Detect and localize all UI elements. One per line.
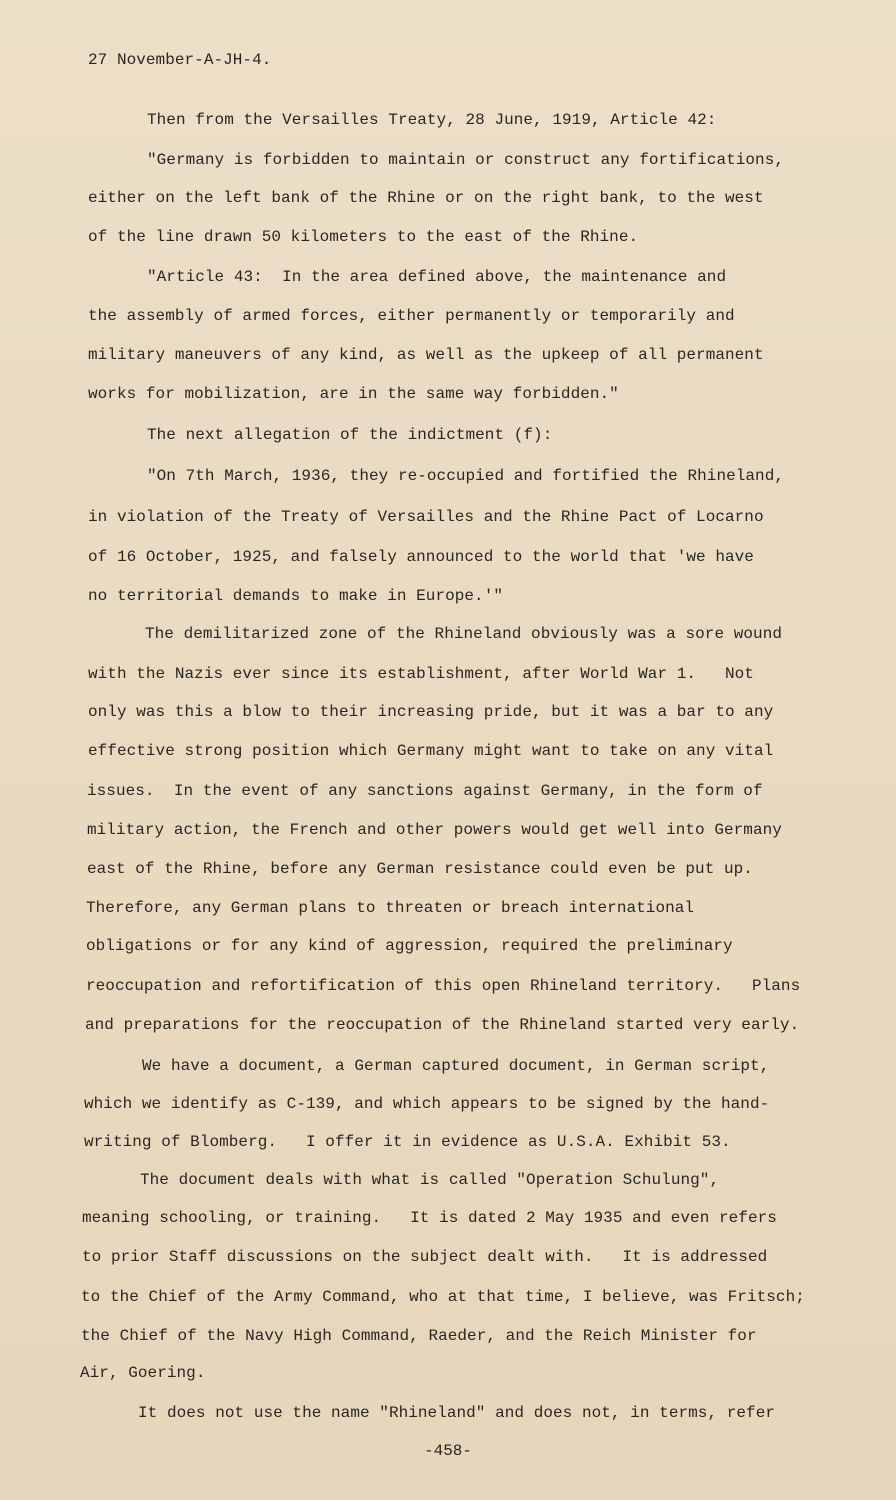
text-line: "Germany is forbidden to maintain or construct any fortifications, [147, 151, 785, 169]
text-line: obligations or for any kind of aggression, required the preliminary [86, 937, 733, 955]
page-number: -458- [423, 1442, 472, 1460]
text-line: The demilitarized zone of the Rhineland obviously was a sore wound [145, 625, 783, 643]
text-line: effective strong position which Germany might want to take on any vital [88, 742, 774, 760]
text-line: of the line drawn 50 kilometers to the east of the Rhine. [88, 228, 639, 246]
text-line: to prior Staff discussions on the subject dealt with. It is addressed [82, 1248, 768, 1266]
text-line: It does not use the name "Rhineland" and does not, in terms, refer [138, 1404, 776, 1422]
text-line: works for mobilization, are in the same way forbidden." [88, 385, 619, 403]
text-line: the Chief of the Navy High Command, Raeder, and the Reich Minister for [81, 1327, 757, 1345]
text-line: "Article 43: In the area defined above, the maintenance and [147, 268, 727, 286]
text-line: and preparations for the reoccupation of the Rhineland started very early. [85, 1016, 800, 1034]
text-line: Air, Goering. [80, 1364, 206, 1382]
text-line: which we identify as C-139, and which appears to be signed by the hand- [84, 1095, 770, 1113]
text-line: writing of Blomberg. I offer it in evidence as U.S.A. Exhibit 53. [84, 1133, 731, 1151]
text-line: Then from the Versailles Treaty, 28 June, 1919, Article 42: [147, 111, 717, 129]
text-line: either on the left bank of the Rhine or on the right bank, to the west [88, 189, 764, 207]
text-line: The next allegation of the indictment (f): [147, 426, 553, 444]
text-line: Therefore, any German plans to threaten or breach international [86, 899, 695, 917]
text-line: reoccupation and refortification of this open Rhineland territory. Plans [86, 977, 801, 995]
text-line: only was this a blow to their increasing pride, but it was a bar to any [88, 703, 774, 721]
text-line: with the Nazis ever since its establishment, after World War 1. Not [88, 665, 754, 683]
text-line: meaning schooling, or training. It is dated 2 May 1935 and even refers [82, 1209, 777, 1227]
text-line: We have a document, a German captured document, in German script, [142, 1057, 770, 1075]
text-line: to the Chief of the Army Command, who at that time, I believe, was Fritsch; [81, 1288, 805, 1306]
text-line: the assembly of armed forces, either permanently or temporarily and [88, 307, 735, 325]
text-line: issues. In the event of any sanctions against Germany, in the form of [87, 782, 763, 800]
text-line: east of the Rhine, before any German resistance could even be put up. [87, 860, 753, 878]
text-line: The document deals with what is called "Operation Schulung", [140, 1171, 720, 1189]
text-line: no territorial demands to make in Europe.'" [88, 587, 504, 605]
text-line: "On 7th March, 1936, they re-occupied and fortified the Rhineland, [147, 467, 785, 485]
text-line: of 16 October, 1925, and falsely announced to the world that 'we have [88, 548, 754, 566]
text-line: in violation of the Treaty of Versailles and the Rhine Pact of Locarno [88, 508, 764, 526]
text-line: military maneuvers of any kind, as well as the upkeep of all permanent [88, 346, 764, 364]
text-line: military action, the French and other powers would get well into Germany [87, 821, 782, 839]
document-header: 27 November-A-JH-4. [88, 51, 272, 69]
